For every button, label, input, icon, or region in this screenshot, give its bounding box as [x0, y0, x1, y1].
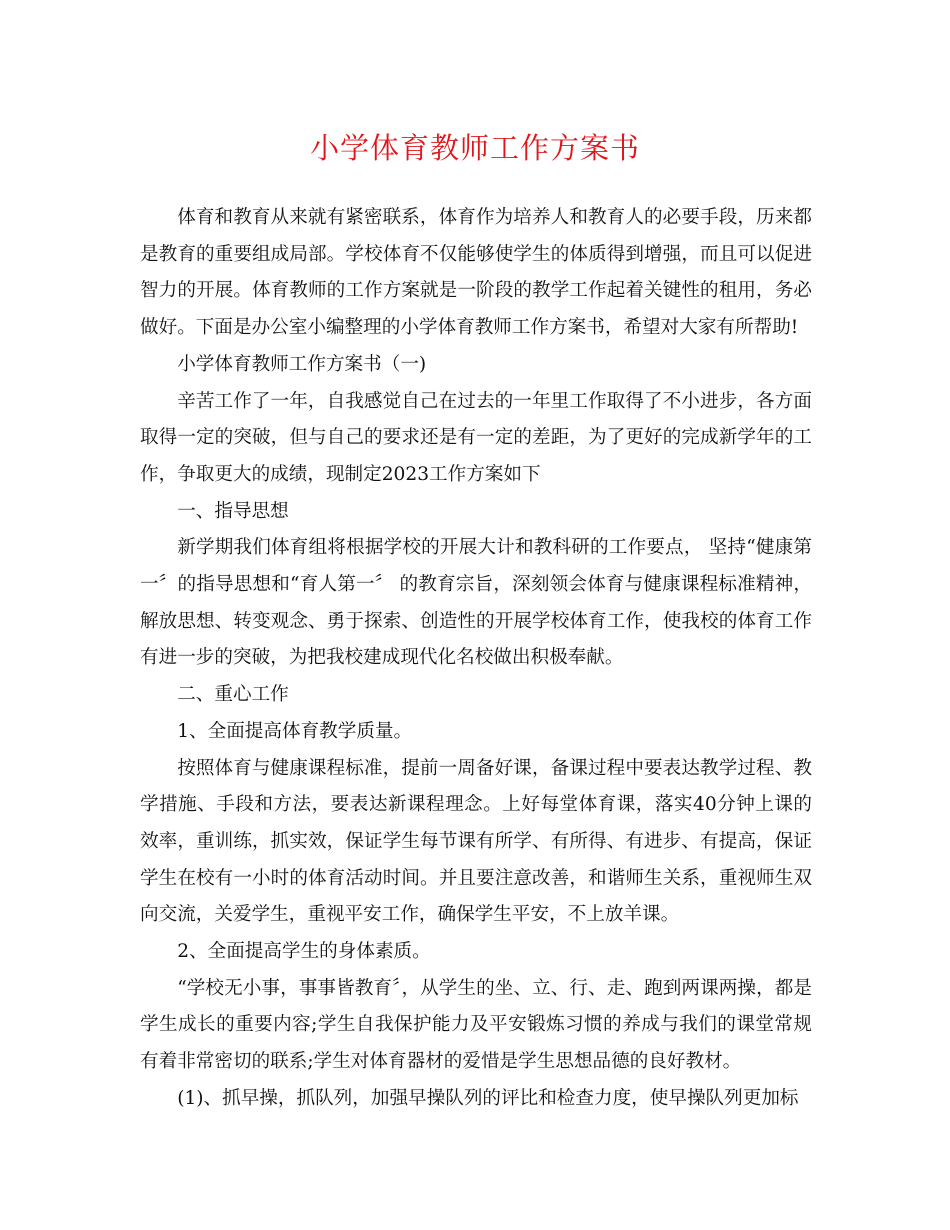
subsection-heading-teaching-quality: 1、全面提高体育教学质量。	[177, 720, 413, 742]
paragraph-intro: 体育和教育从来就有紧密联系，体育作为培养人和教育人的必要手段，历来都是教育的重要组成局部。学校体育不仅能够使学生的体质得到增强，而且可以促进智力的开展。体育教师的工作方案就是一阶段的教学工作起着关键性的租用，务必做好。下面是办公室小编整理的小学体育教师工作方案书，希望对大家有所帮助!	[140, 207, 812, 339]
paragraph-guiding-ideology: 新学期我们体育组将根据学校的开展大计和教科研的工作要点， 坚持“健康第一〞的指导思想和“育人第一〞 的教育宗旨，深刻领会体育与健康课程标准精神，解放思想、转变观念、勇于探索、创造性的开展学校体育工作，使我校的体育工作有进一步的突破，为把我校建成现代化名校做出积极奉献。	[140, 537, 812, 669]
section-heading-guiding-ideology: 一、指导思想	[177, 500, 289, 522]
paragraph-morning-exercise: (1)、抓早操，抓队列，加强早操队列的评比和检查力度，使早操队列更加标	[177, 1087, 799, 1109]
paragraph-physical-quality: “学校无小事，事事皆教育〞，从学生的坐、立、行、走、跑到两课两操，都是学生成长的重要内容;学生自我保护能力及平安锻炼习惯的养成与我们的课堂常规有着非常密切的联系;学生对体育器材的爱惜是学生思想品德的良好教材。	[140, 977, 812, 1073]
subsection-heading-physical-quality: 2、全面提高学生的身体素质。	[177, 941, 431, 963]
paragraph-preface: 辛苦工作了一年，自我感觉自己在过去的一年里工作取得了不小进步，各方面取得一定的突破，但与自己的要求还是有一定的差距，为了更好的完成新学年的工作，争取更大的成绩，现制定2023工作方案如下	[140, 390, 812, 485]
paragraph-subtitle: 小学体育教师工作方案书（一)	[177, 353, 427, 375]
paragraph-teaching-quality: 按照体育与健康课程标准，提前一周备好课，备课过程中要表达教学过程、教学措施、手段和方法，要表达新课程理念。上好每堂体育课，落实40分钟上课的效率，重训练，抓实效，保证学生每节课有所学、有所得、有进步、有提高，保证学生在校有一小时的体育活动时间。并且要注意改善，和谐师生关系，重视师生双向交流，关爱学生，重视平安工作，确保学生平安，不上放羊课。	[140, 757, 812, 926]
document-body	[140, 200, 812, 1118]
document-title: 小学体育教师工作方案书	[309, 131, 640, 165]
section-heading-key-work: 二、重心工作	[177, 684, 289, 706]
